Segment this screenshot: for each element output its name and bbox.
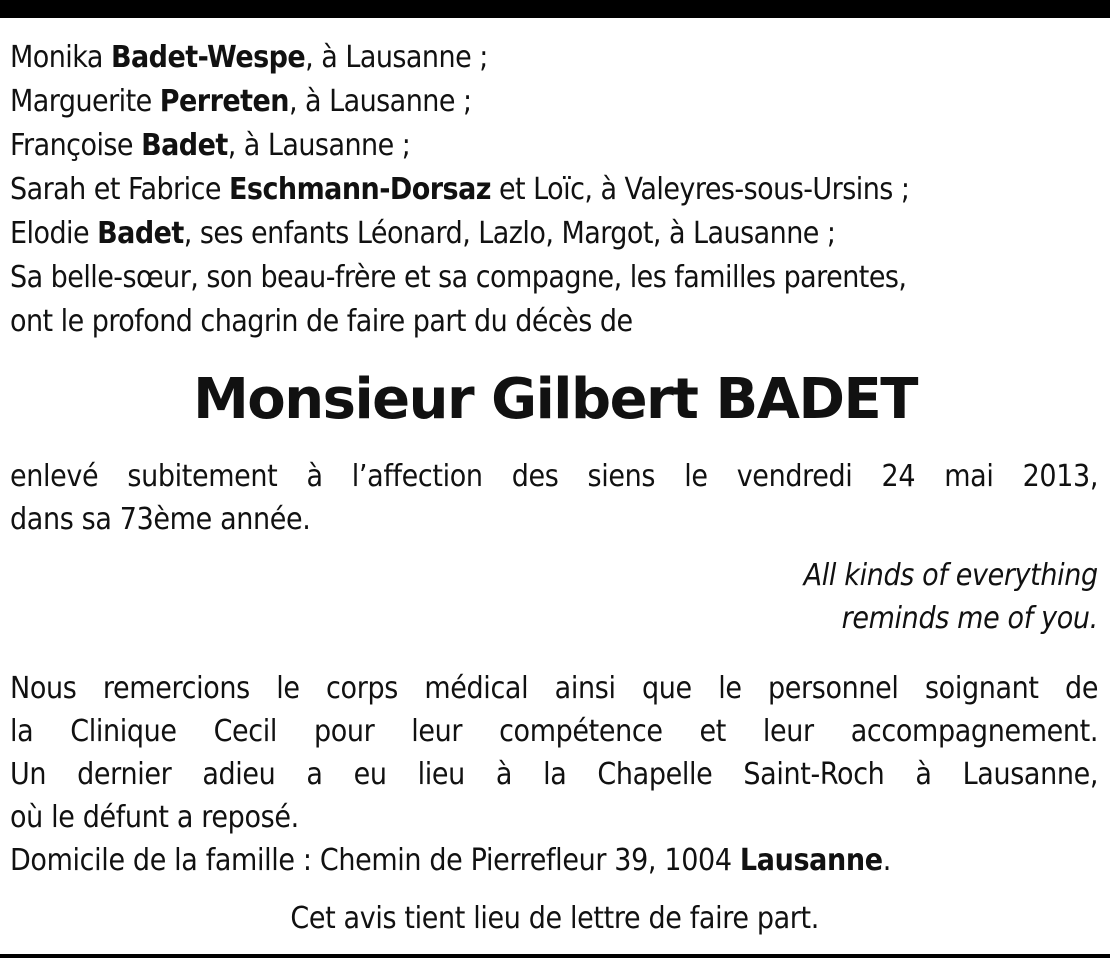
thanks-line: Nous remercions le corps médical ainsi que le personnel soignant de	[10, 671, 1099, 706]
memorial-quote	[771, 554, 1098, 640]
mourner-line: Monika Badet-Wespe, à Lausanne ;	[10, 40, 488, 75]
death-notice-line: dans sa 73ème année.	[10, 502, 311, 537]
top-rule	[0, 0, 1110, 18]
mourner-line: Sa belle-sœur, son beau-frère et sa compagne, les familles parentes,	[10, 260, 907, 295]
family-name: Badet	[141, 128, 228, 163]
thanks-line: Un dernier adieu a eu lieu à la Chapelle Saint-Roch à Lausanne,	[10, 757, 1099, 792]
address-city: Lausanne	[739, 843, 883, 878]
family-name: Badet	[97, 216, 184, 251]
death-notice-line: enlevé subitement à l’affection des siens le vendredi 24 mai 2013,	[10, 459, 1099, 494]
thanks-line: la Clinique Cecil pour leur compétence et leur accompagnement.	[10, 714, 1099, 749]
family-address: Domicile de la famille : Chemin de Pierrefleur 39, 1004 Lausanne.	[10, 843, 891, 878]
mourner-line: Marguerite Perreten, à Lausanne ;	[10, 84, 472, 119]
deceased-name: Monsieur Gilbert BADET	[193, 367, 917, 432]
mourner-line: Françoise Badet, à Lausanne ;	[10, 128, 411, 163]
mourner-line: Elodie Badet, ses enfants Léonard, Lazlo, Margot, à Lausanne ;	[10, 216, 836, 251]
thanks-line: où le défunt a reposé.	[10, 800, 299, 835]
family-name: Badet-Wespe	[110, 40, 306, 75]
quote-line: reminds me of you.	[841, 601, 1098, 636]
thanks-paragraph	[10, 667, 1098, 882]
announcement-line: ont le profond chagrin de faire part du décès de	[10, 304, 633, 339]
bottom-rule	[0, 954, 1110, 958]
family-name: Perreten	[159, 84, 289, 119]
closing-note: Cet avis tient lieu de lettre de faire part.	[290, 901, 820, 936]
mourner-line: Sarah et Fabrice Eschmann-Dorsaz et Loïc, à Valeyres-sous-Ursins ;	[10, 172, 910, 207]
mourners-list	[10, 36, 1098, 344]
death-notice	[10, 455, 1098, 541]
quote-line: All kinds of everything	[803, 558, 1098, 593]
family-name: Eschmann-Dorsaz	[229, 172, 491, 207]
